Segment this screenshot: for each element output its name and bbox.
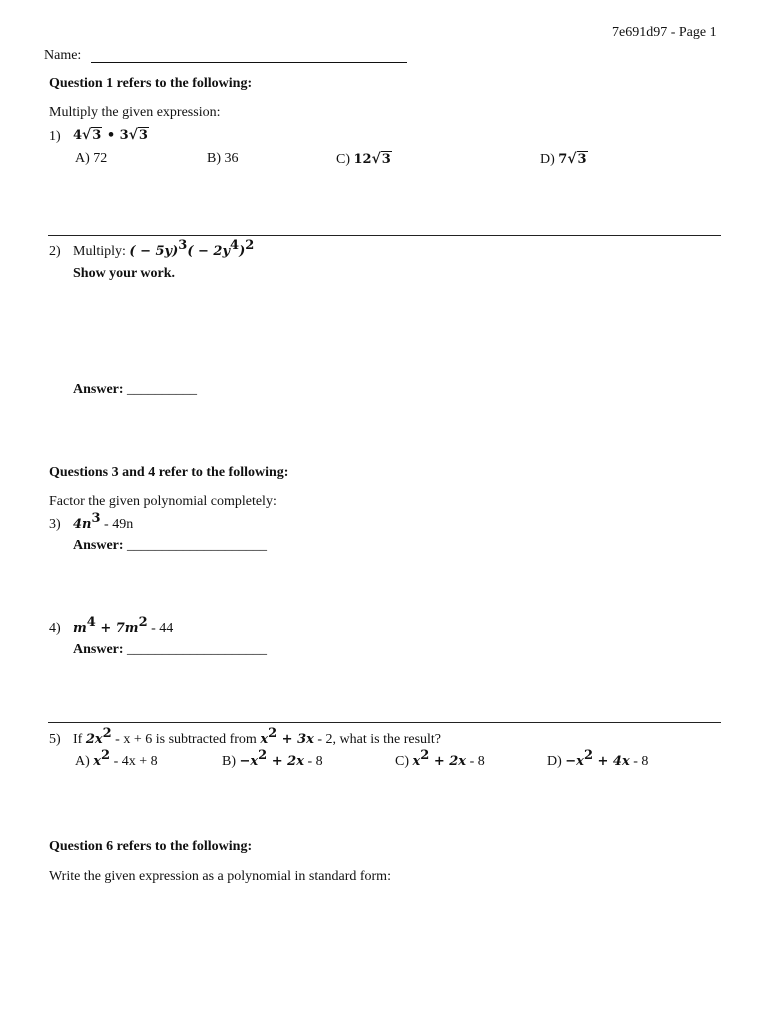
q1-instruction: Multiply the given expression: bbox=[49, 105, 221, 120]
q4-answer[interactable]: Answer: ____________________ bbox=[73, 642, 268, 657]
q3-answer[interactable]: Answer: ____________________ bbox=[73, 538, 268, 553]
q2-number: 2) bbox=[49, 244, 61, 259]
q5-choice-b[interactable]: $B) -x^2 + 2x - 8$ bbox=[222, 748, 323, 769]
q6-instruction: Write the given expression as a polynomial in standard form: bbox=[49, 869, 391, 884]
q5-choice-d[interactable]: $D) -x^2 + 4x - 8$ bbox=[547, 748, 649, 769]
q6-intro: Question 6 refers to the following: bbox=[49, 839, 253, 854]
q5-choice-c[interactable]: C) $x^2 + 2x - 8$ bbox=[395, 748, 485, 769]
q1-intro: Question 1 refers to the following: bbox=[49, 76, 253, 91]
q1-choice-a[interactable]: A) 72 bbox=[75, 151, 108, 166]
q1-choice-b[interactable]: B) 36 bbox=[207, 151, 239, 166]
q5-choice-a[interactable]: A) $x^2 - 4x + 8$ bbox=[75, 748, 158, 769]
q1-choice-c[interactable]: C) 12√3 bbox=[336, 151, 391, 167]
q5-number: 5) bbox=[49, 732, 61, 747]
name-field-line[interactable] bbox=[91, 62, 407, 63]
q5-prompt: If $2x^2 - x + 6$ is subtracted from $x^2 + 3x - 2$, what is the result? bbox=[73, 726, 442, 747]
page-id: 7e691d97 - Page 1 bbox=[612, 25, 717, 40]
q2-prompt: Multiply: ( − $5y)^3( - 2y^4)^2$ bbox=[73, 238, 255, 259]
q34-instruction: Factor the given polynomial completely: bbox=[49, 494, 277, 509]
q1-expression: 4√3 • 3√3 bbox=[73, 127, 148, 143]
section-divider bbox=[48, 235, 721, 236]
q3-number: 3) bbox=[49, 517, 61, 532]
name-label: Name: bbox=[44, 48, 82, 63]
q2-show-work: Show your work. bbox=[73, 266, 176, 281]
q3-expression: $4n^3 - 49n$ bbox=[73, 511, 134, 532]
q4-expression: $m^4 + 7m^2 - 44$ bbox=[73, 615, 174, 636]
section-divider bbox=[48, 722, 721, 723]
q1-choice-d[interactable]: D) 7√3 bbox=[540, 151, 587, 167]
q4-number: 4) bbox=[49, 621, 61, 636]
q34-intro: Questions 3 and 4 refer to the following: bbox=[49, 465, 289, 480]
q1-number: 1) bbox=[49, 129, 61, 144]
q2-answer[interactable]: Answer: __________ bbox=[73, 382, 198, 397]
